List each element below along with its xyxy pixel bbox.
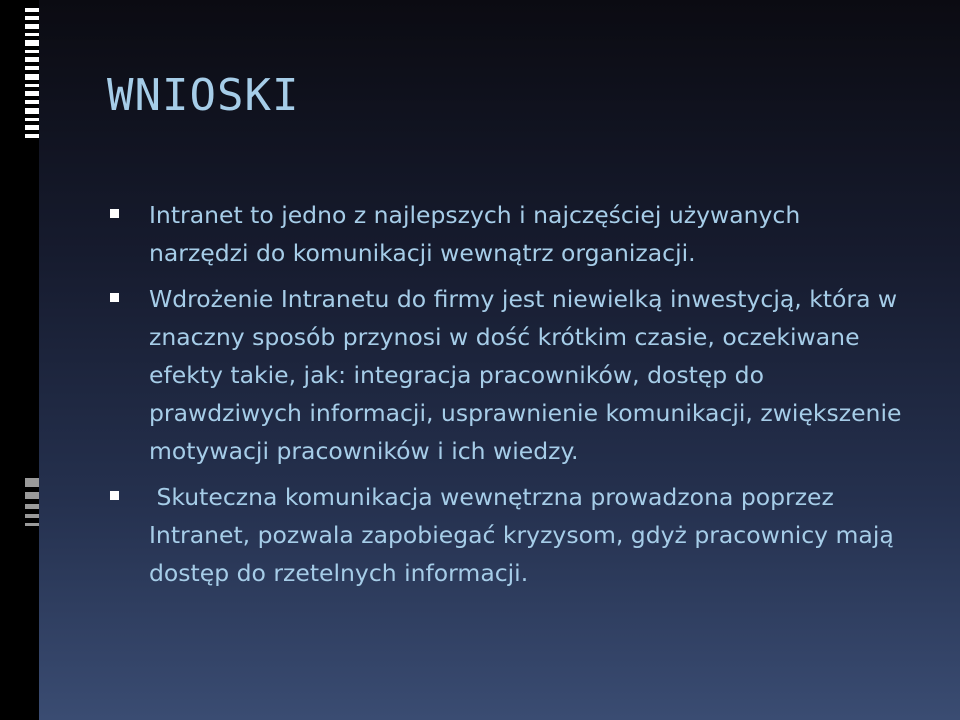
bullet-text: Skuteczna komunikacja wewnętrzna prowadzona poprzez Intranet, pozwala zapobiegać kryzysom, gdyż pracownicy mają dostęp do rzetelnych informacji. (149, 483, 902, 587)
decor-stripe (25, 40, 39, 46)
decor-stripe (25, 478, 39, 487)
decor-stripe (25, 84, 39, 87)
decor-stripe (25, 118, 39, 121)
decor-stripe (25, 24, 39, 29)
slide-title: WNIOSKI (107, 70, 300, 121)
decor-stripe (25, 50, 39, 53)
square-bullet-icon (110, 293, 119, 302)
decor-stripe (25, 125, 39, 130)
square-bullet-icon (110, 491, 119, 500)
decor-stripe (25, 523, 39, 526)
decor-stripe (25, 74, 39, 80)
square-bullet-icon (110, 209, 119, 218)
decor-stripe (25, 33, 39, 36)
decor-stripe (25, 91, 39, 96)
bullet-item (106, 196, 906, 272)
bullet-text: Wdrożenie Intranetu do firmy jest niewielką inwestycją, która w znaczny sposób przynosi w dość krótkim czasie, oczekiwane efekty takie, jak: integracja pracowników, dostęp do prawdziwych informacji, usprawnienie komunikacji, zwiększenie motywacji pracowników i ich wiedzy. (149, 285, 902, 465)
decor-stripe (25, 100, 39, 104)
decor-stripe (25, 16, 39, 20)
bullet-item (106, 478, 906, 592)
decor-stripe (25, 108, 39, 114)
decor-stripe (25, 492, 39, 499)
decor-stripe (25, 134, 39, 138)
decor-stripe (25, 514, 39, 518)
bullet-item (106, 280, 906, 470)
bullet-list (106, 196, 906, 600)
decor-stripe (25, 57, 39, 62)
left-stripe-decoration (25, 0, 39, 720)
decor-stripe (25, 504, 39, 509)
decor-stripe (25, 8, 39, 12)
bullet-text: Intranet to jedno z najlepszych i najczęściej używanych narzędzi do komunikacji wewnątrz organizacji. (149, 201, 801, 267)
decor-stripe (25, 66, 39, 70)
